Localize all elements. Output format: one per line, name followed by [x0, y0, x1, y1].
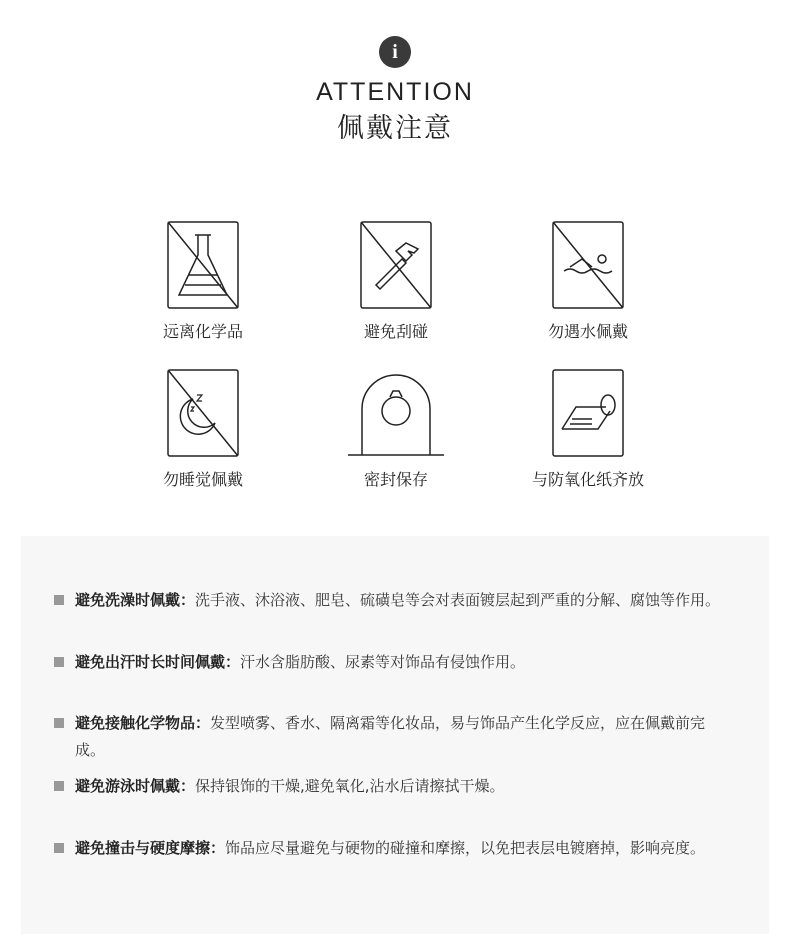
note-item	[54, 710, 734, 764]
sleep-icon	[167, 369, 239, 457]
sealed-bag-ring-icon	[348, 369, 444, 457]
care-item-sealed	[301, 369, 491, 490]
care-label: 勿睡觉佩戴	[162, 470, 243, 489]
chemical-flask-icon	[167, 221, 239, 309]
care-label: 勿遇水佩戴	[547, 322, 628, 341]
bullet-square-icon	[54, 781, 64, 791]
note-title: 避免出汗时长时间佩戴：	[75, 653, 241, 671]
title-cn: 佩戴注意	[337, 113, 453, 144]
care-item-scratch	[301, 221, 491, 342]
care-item-sleep	[108, 369, 298, 490]
title-en: ATTENTION	[316, 78, 474, 106]
swimming-icon	[552, 221, 624, 309]
note-title: 避免洗澡时佩戴：	[75, 591, 196, 609]
care-label: 密封保存	[363, 470, 428, 489]
care-item-water	[493, 221, 683, 342]
note-text: 保持银饰的干燥,避免氧化,沾水后请擦拭干燥。	[195, 777, 505, 795]
note-title: 避免游泳时佩戴：	[75, 777, 196, 795]
bullet-square-icon	[54, 718, 64, 728]
care-item-paper	[493, 369, 683, 490]
bullet-square-icon	[54, 595, 64, 605]
note-item	[54, 587, 734, 614]
info-icon: i	[379, 36, 411, 68]
note-title: 避免接触化学物品：	[75, 714, 211, 732]
care-label: 避免刮碰	[363, 322, 428, 341]
bullet-square-icon	[54, 657, 64, 667]
note-text: 洗手液、沐浴液、肥皂、硫磺皂等会对表面镀层起到严重的分解、腐蚀等作用。	[195, 591, 721, 609]
care-label: 远离化学品	[162, 322, 243, 341]
note-text: 饰品应尽量避免与硬物的碰撞和摩擦，以免把表层电镀磨掉，影响亮度。	[225, 839, 706, 857]
note-item	[54, 773, 734, 800]
note-item	[54, 835, 734, 862]
bullet-square-icon	[54, 843, 64, 853]
note-title: 避免撞击与硬度摩擦：	[75, 839, 226, 857]
hammer-icon	[360, 221, 432, 309]
note-text: 汗水含脂肪酸、尿素等对饰品有侵蚀作用。	[240, 653, 526, 671]
care-label: 与防氧化纸齐放	[531, 470, 644, 489]
note-text: 发型喷雾、香水、隔离霜等化妆品，易与饰品产生化学反应，应在佩戴前完成。	[75, 714, 706, 759]
note-item	[54, 649, 734, 676]
paper-roll-icon	[552, 369, 624, 457]
care-item-chemicals	[108, 221, 298, 342]
